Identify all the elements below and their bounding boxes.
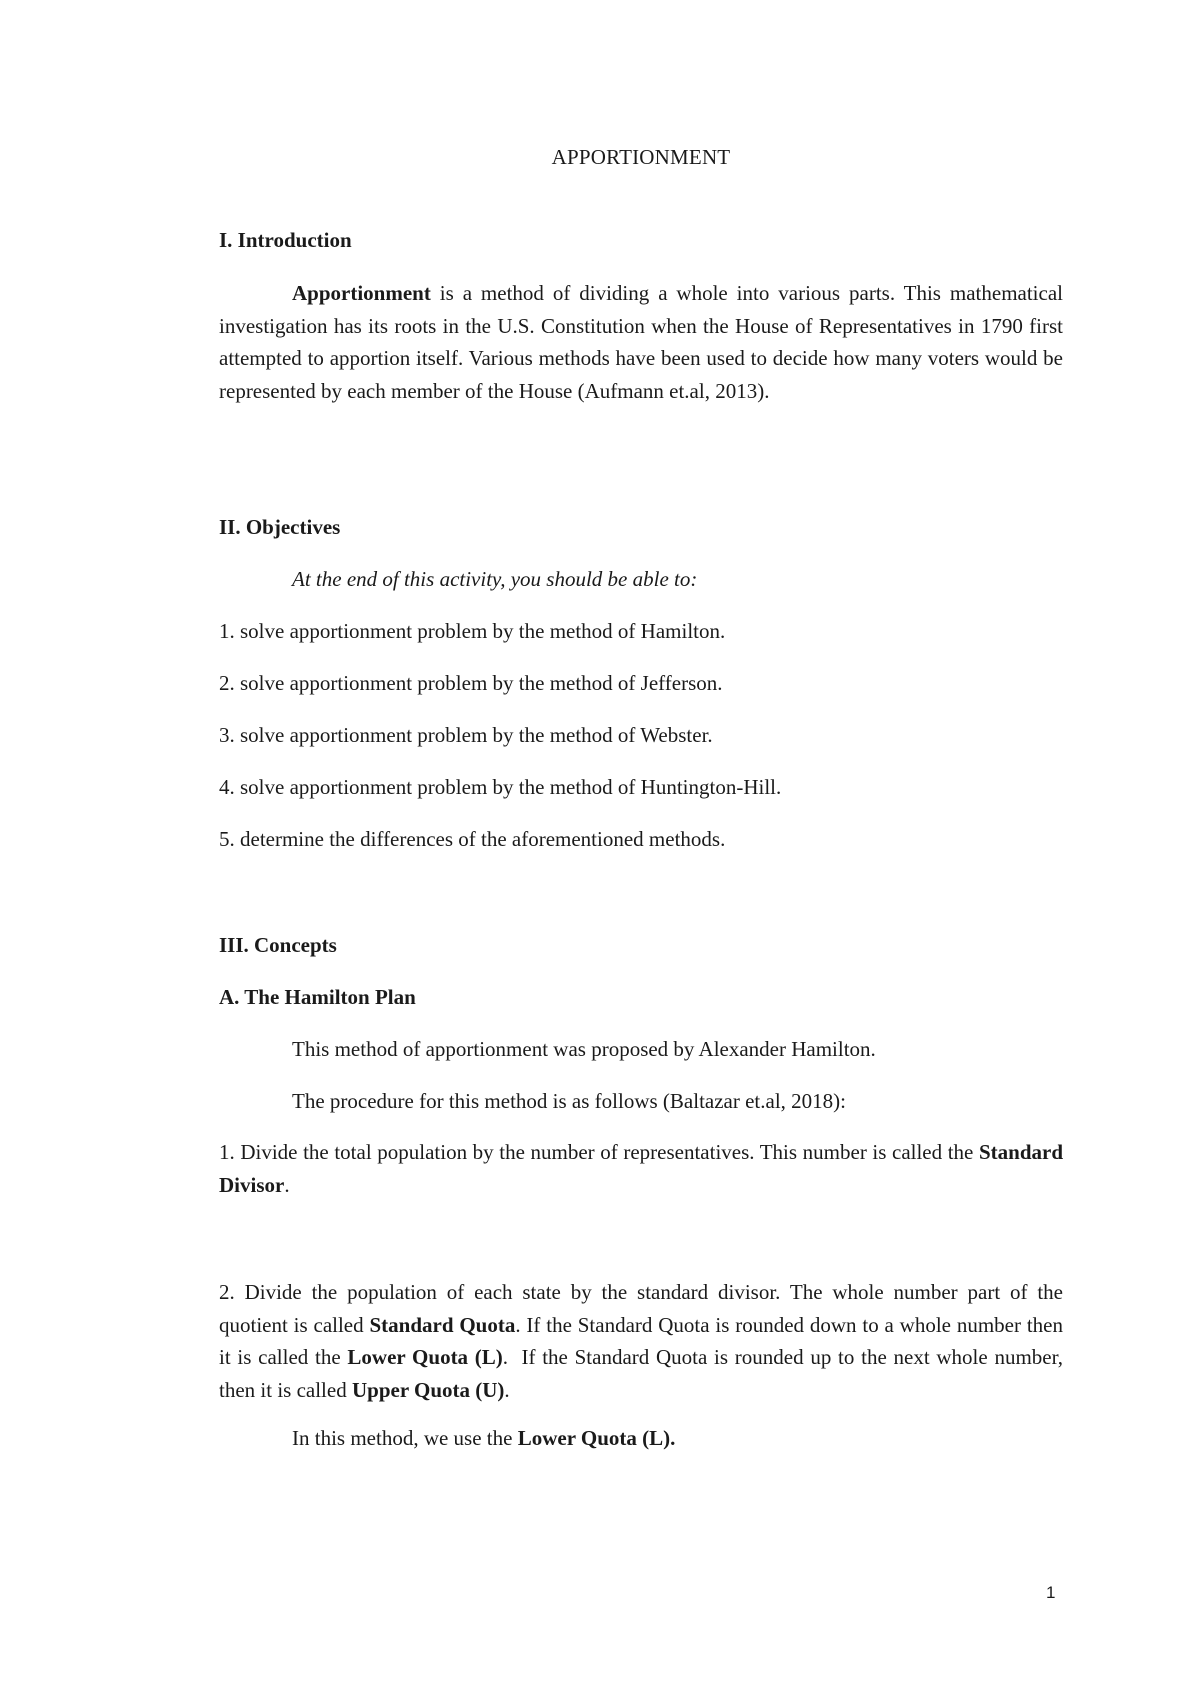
objective-item: 1. solve apportionment problem by the method of Hamilton. bbox=[219, 619, 726, 643]
objective-item: 5. determine the differences of the aforementioned methods. bbox=[219, 827, 726, 851]
objective-item: 4. solve apportionment problem by the method of Huntington-Hill. bbox=[219, 775, 782, 799]
lower-quota-term: Lower Quota (L) bbox=[347, 1345, 503, 1369]
apportionment-term: Apportionment bbox=[292, 281, 431, 305]
procedure-lead: The procedure for this method is as follows (Baltazar et.al, 2018): bbox=[292, 1089, 846, 1113]
standard-divisor-term: Standard Divisor bbox=[219, 1140, 1063, 1197]
standard-quota-term: Standard Quota bbox=[369, 1312, 516, 1337]
lower-quota-closing-term: Lower Quota (L). bbox=[517, 1426, 676, 1450]
introduction-text: is a method of dividing a whole into various parts. This mathematical investigation has its roots in the U.S. Constitution when the House of Representatives in 1790 first attempted to apportion itself. Various methods have been used to decide how many voters would be represented by each member of the House (Aufmann et.al, 2013). bbox=[219, 281, 1063, 403]
upper-quota-term: Upper Quota (U) bbox=[351, 1377, 505, 1402]
objective-item: 2. solve apportionment problem by the method of Jefferson. bbox=[219, 671, 723, 695]
page-title: APPORTIONMENT bbox=[551, 145, 731, 169]
objective-item: 3. solve apportionment problem by the method of Webster. bbox=[219, 723, 713, 747]
hamilton-closing: In this method, we use the Lower Quota (L). bbox=[292, 1426, 676, 1450]
subheading-hamilton-plan: A. The Hamilton Plan bbox=[219, 985, 416, 1009]
page-number: 1 bbox=[1046, 1583, 1056, 1602]
procedure-step-2: 2. Divide the population of each state by the standard divisor. The whole number part of the quotient is called Standard Quota. If the Standard Quota is rounded down to a whole number then it is called the Lower Quota (L). If the Standard Quota is rounded up to the next whole number, then it is called Upper Quota (U). bbox=[219, 1280, 1069, 1402]
hamilton-intro: This method of apportionment was proposed by Alexander Hamilton. bbox=[292, 1037, 876, 1061]
section-heading-objectives: II. Objectives bbox=[219, 515, 341, 539]
introduction-paragraph bbox=[219, 277, 1063, 407]
section-heading-concepts: III. Concepts bbox=[219, 933, 337, 957]
objectives-lead: At the end of this activity, you should be able to: bbox=[292, 567, 698, 591]
section-heading-introduction: I. Introduction bbox=[219, 228, 352, 252]
procedure-step-1: 1. Divide the total population by the number of representatives. This number is called the Standard Divisor. bbox=[219, 1140, 1063, 1197]
